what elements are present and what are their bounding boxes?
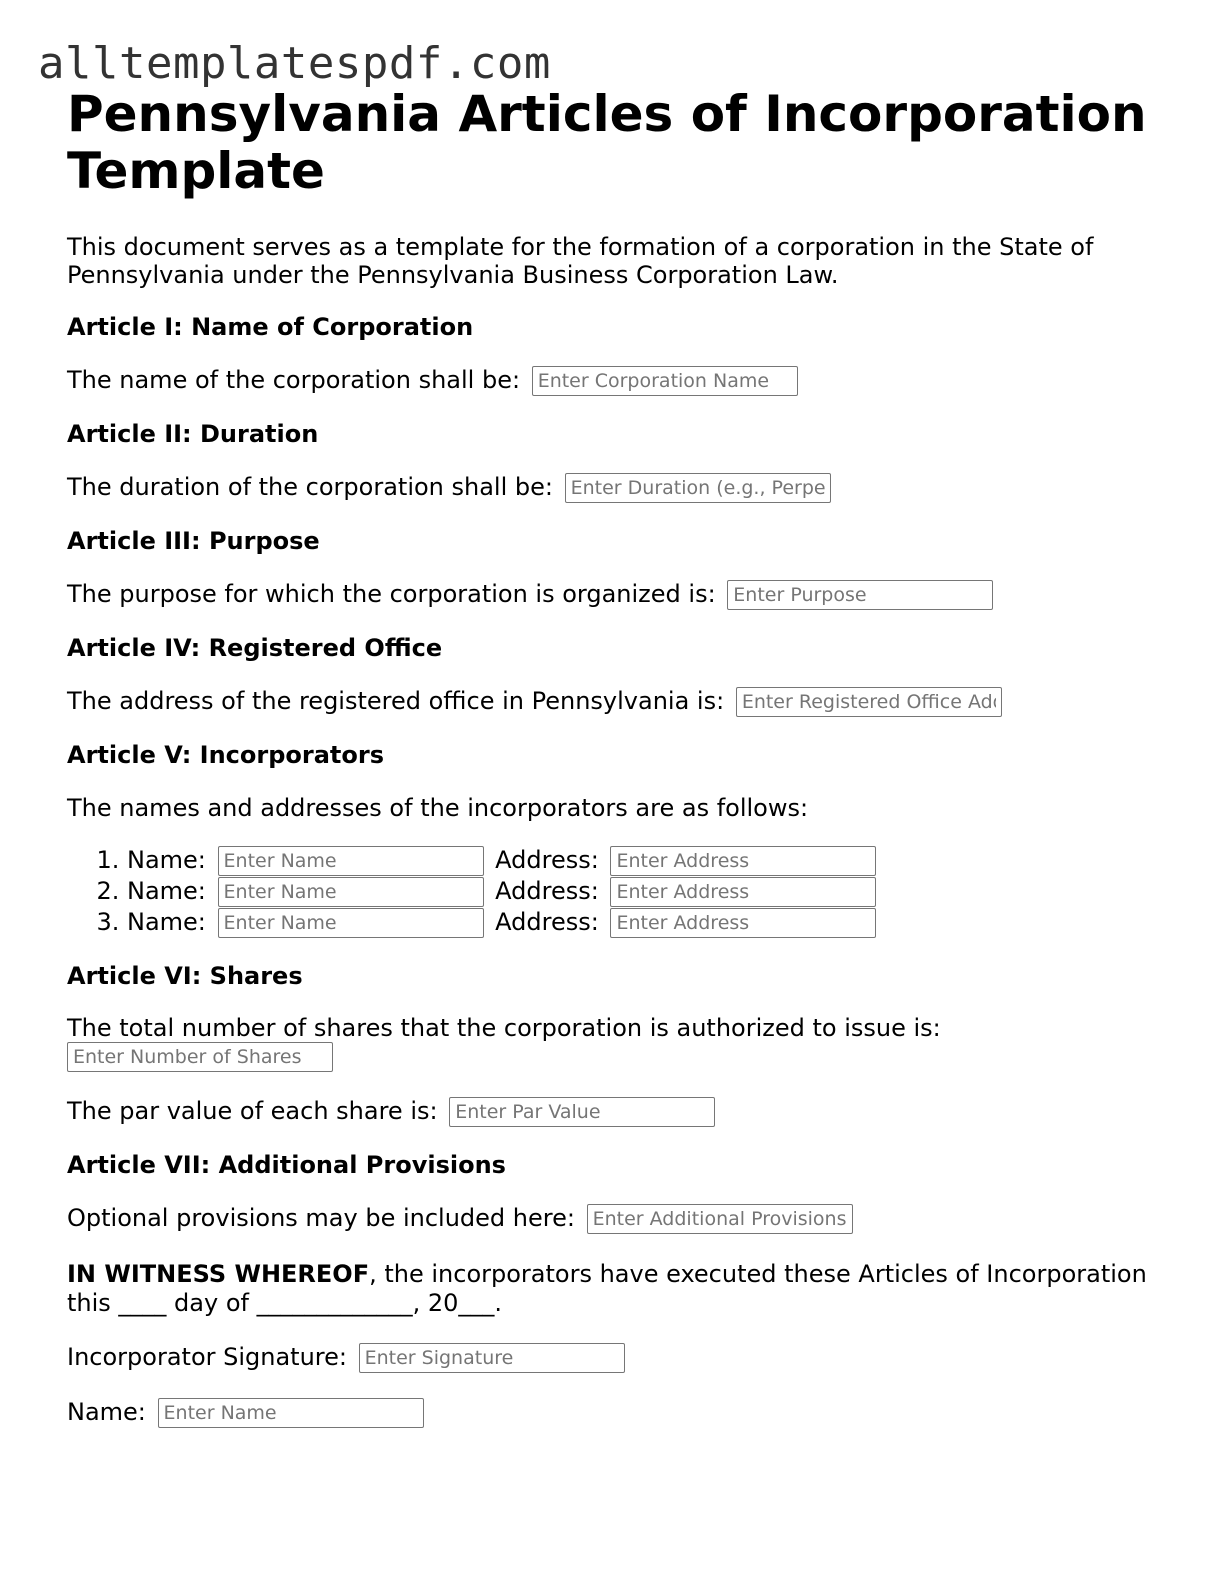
signature-label: Incorporator Signature: xyxy=(67,1343,347,1371)
incorporator-address-label: Address: xyxy=(495,908,599,936)
list-item xyxy=(127,907,1167,938)
total-shares-input[interactable] xyxy=(67,1042,333,1072)
corporation-name-label: The name of the corporation shall be: xyxy=(67,366,521,394)
watermark: alltemplatespdf.com xyxy=(38,38,551,89)
incorporator-2-address-input[interactable] xyxy=(610,877,876,907)
article-1-heading: Article I: Name of Corporation xyxy=(67,313,474,341)
incorporator-3-address-input[interactable] xyxy=(610,908,876,938)
incorporator-address-label: Address: xyxy=(495,846,599,874)
final-name-line xyxy=(67,1397,1167,1428)
par-value-input[interactable] xyxy=(449,1097,715,1127)
article-7-line xyxy=(67,1203,1167,1234)
article-7-heading: Article VII: Additional Provisions xyxy=(67,1151,506,1179)
incorporator-address-label: Address: xyxy=(495,877,599,905)
article-1-line xyxy=(67,365,1167,396)
incorporator-1-address-input[interactable] xyxy=(610,846,876,876)
additional-provisions-label: Optional provisions may be included here: xyxy=(67,1204,575,1232)
total-shares-label: The total number of shares that the corporation is authorized to issue is: xyxy=(67,1014,941,1042)
incorporator-1-name-input[interactable] xyxy=(218,846,484,876)
article-3-heading: Article III: Purpose xyxy=(67,527,320,555)
article-6-heading: Article VI: Shares xyxy=(67,962,303,990)
article-4-line xyxy=(67,686,1167,717)
incorporator-name-label: Name: xyxy=(127,877,206,905)
incorporators-list xyxy=(67,845,1167,938)
additional-provisions-input[interactable] xyxy=(587,1204,853,1234)
duration-label: The duration of the corporation shall be: xyxy=(67,473,553,501)
list-item xyxy=(127,845,1167,876)
final-name-label: Name: xyxy=(67,1398,146,1426)
intro-paragraph: This document serves as a template for the formation of a corporation in the State of Pennsylvania under the Pennsylvania Business Corporation Law. xyxy=(67,233,1094,289)
par-value-line xyxy=(67,1096,1167,1127)
duration-input[interactable] xyxy=(565,473,831,503)
signature-line xyxy=(67,1342,1167,1373)
signature-input[interactable] xyxy=(359,1343,625,1373)
final-name-input[interactable] xyxy=(158,1398,424,1428)
par-value-label: The par value of each share is: xyxy=(67,1097,438,1125)
article-2-line xyxy=(67,472,1167,503)
total-shares-line xyxy=(67,1014,1167,1072)
incorporator-3-name-input[interactable] xyxy=(218,908,484,938)
registered-office-input[interactable] xyxy=(736,687,1002,717)
witness-paragraph xyxy=(67,1260,1167,1318)
article-4-heading: Article IV: Registered Office xyxy=(67,634,443,662)
incorporator-2-name-input[interactable] xyxy=(218,877,484,907)
incorporator-name-label: Name: xyxy=(127,846,206,874)
witness-bold: IN WITNESS WHEREOF xyxy=(67,1260,370,1288)
page-title: Pennsylvania Articles of Incorporation Template xyxy=(67,85,1147,200)
article-2-heading: Article II: Duration xyxy=(67,420,319,448)
witness-text: , the incorporators have executed these Articles of Incorporation this ____ day of _____________, 20___. xyxy=(67,1260,1147,1317)
list-item xyxy=(127,876,1167,907)
purpose-input[interactable] xyxy=(727,580,993,610)
registered-office-label: The address of the registered office in Pennsylvania is: xyxy=(67,687,725,715)
incorporator-name-label: Name: xyxy=(127,908,206,936)
purpose-label: The purpose for which the corporation is organized is: xyxy=(67,580,716,608)
incorporators-intro: The names and addresses of the incorporators are as follows: xyxy=(67,794,809,822)
article-3-line xyxy=(67,579,1167,610)
corporation-name-input[interactable] xyxy=(532,366,798,396)
document-body xyxy=(67,86,1167,1428)
article-5-heading: Article V: Incorporators xyxy=(67,741,384,769)
